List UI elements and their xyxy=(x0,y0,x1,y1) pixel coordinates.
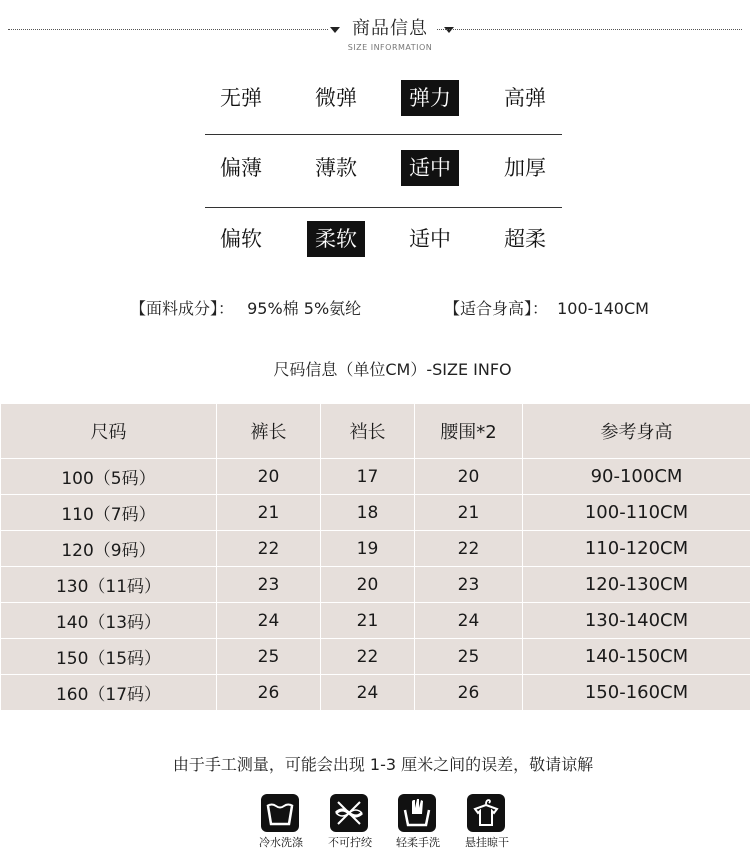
table-cell: 22 xyxy=(217,531,321,567)
table-cell: 23 xyxy=(415,567,523,603)
care-label: 轻柔手洗 xyxy=(396,836,440,849)
triangle-down-icon xyxy=(444,27,454,33)
cold-water-wash-icon xyxy=(261,794,299,832)
attr-option: 偏薄 xyxy=(220,156,262,180)
height-value: 100-140CM xyxy=(557,299,649,318)
table-header-cell: 裤长 xyxy=(217,404,321,459)
table-cell: 19 xyxy=(321,531,415,567)
table-row xyxy=(1,567,750,603)
table-header-cell: 尺码 xyxy=(1,404,217,459)
table-cell: 120（9码） xyxy=(1,531,217,567)
table-cell: 140（13码） xyxy=(1,603,217,639)
table-cell: 130（11码） xyxy=(1,567,217,603)
triangle-down-icon xyxy=(330,27,340,33)
height-info xyxy=(444,296,649,319)
table-cell: 22 xyxy=(415,531,523,567)
row-divider xyxy=(205,134,562,135)
attr-option: 无弹 xyxy=(220,86,262,110)
table-cell: 100-110CM xyxy=(523,495,750,531)
table-cell: 20 xyxy=(321,567,415,603)
material-value: 95%棉 5%氨纶 xyxy=(247,299,362,318)
attr-option: 适中 xyxy=(409,227,451,251)
table-cell: 160（17码） xyxy=(1,675,217,711)
table-cell: 24 xyxy=(415,603,523,639)
table-cell: 110（7码） xyxy=(1,495,217,531)
size-table xyxy=(0,403,750,711)
height-label: 【适合身高】： xyxy=(444,299,549,318)
table-cell: 22 xyxy=(321,639,415,675)
attr-option: 超柔 xyxy=(504,227,546,251)
table-cell: 20 xyxy=(217,459,321,495)
table-cell: 25 xyxy=(217,639,321,675)
table-row xyxy=(1,495,750,531)
attr-option: 加厚 xyxy=(504,156,546,180)
table-header-cell: 裆长 xyxy=(321,404,415,459)
table-cell: 100（5码） xyxy=(1,459,217,495)
header-subtitle: SIZE INFORMATION xyxy=(347,43,433,52)
header-divider-left xyxy=(8,29,328,30)
elasticity-row xyxy=(205,80,562,126)
table-cell: 21 xyxy=(415,495,523,531)
table-row xyxy=(1,459,750,495)
table-cell: 150-160CM xyxy=(523,675,750,711)
table-cell: 20 xyxy=(415,459,523,495)
table-cell: 150（15码） xyxy=(1,639,217,675)
material-info xyxy=(130,296,361,319)
size-info-title: 尺码信息（单位CM）-SIZE INFO xyxy=(273,360,512,379)
table-cell: 140-150CM xyxy=(523,639,750,675)
gentle-hand-wash-icon xyxy=(398,794,436,832)
table-cell: 23 xyxy=(217,567,321,603)
attr-option: 微弹 xyxy=(315,86,357,110)
table-header-cell: 腰围*2 xyxy=(415,404,523,459)
table-cell: 90-100CM xyxy=(523,459,750,495)
table-row xyxy=(1,675,750,711)
attr-option-selected: 适中 xyxy=(401,150,459,186)
table-row xyxy=(1,531,750,567)
attr-option: 偏软 xyxy=(220,227,262,251)
table-cell: 26 xyxy=(415,675,523,711)
table-cell: 18 xyxy=(321,495,415,531)
header-divider-right xyxy=(437,29,742,30)
row-divider xyxy=(205,207,562,208)
table-cell: 21 xyxy=(321,603,415,639)
thickness-row xyxy=(205,150,562,196)
table-row xyxy=(1,639,750,675)
care-label: 冷水洗涤 xyxy=(259,836,303,849)
care-label: 悬挂晾干 xyxy=(465,836,509,849)
table-cell: 110-120CM xyxy=(523,531,750,567)
table-cell: 17 xyxy=(321,459,415,495)
material-label: 【面料成分】： xyxy=(130,299,235,318)
table-cell: 120-130CM xyxy=(523,567,750,603)
softness-row xyxy=(205,221,562,267)
attr-option: 薄款 xyxy=(315,156,357,180)
table-cell: 21 xyxy=(217,495,321,531)
table-cell: 26 xyxy=(217,675,321,711)
section-header xyxy=(0,14,750,54)
table-header-row xyxy=(1,404,750,459)
header-title: 商品信息 xyxy=(352,18,428,39)
do-not-wring-icon xyxy=(330,794,368,832)
table-cell: 24 xyxy=(217,603,321,639)
table-row xyxy=(1,603,750,639)
table-cell: 25 xyxy=(415,639,523,675)
table-cell: 130-140CM xyxy=(523,603,750,639)
attr-option: 高弹 xyxy=(504,86,546,110)
measurement-note: 由于手工测量，可能会出现 1-3 厘米之间的误差，敬请谅解 xyxy=(172,755,594,774)
table-cell: 24 xyxy=(321,675,415,711)
hang-dry-icon xyxy=(467,794,505,832)
care-label: 不可拧绞 xyxy=(328,836,372,849)
attr-option-selected: 弹力 xyxy=(401,80,459,116)
table-header-cell: 参考身高 xyxy=(523,404,750,459)
attr-option-selected: 柔软 xyxy=(307,221,365,257)
